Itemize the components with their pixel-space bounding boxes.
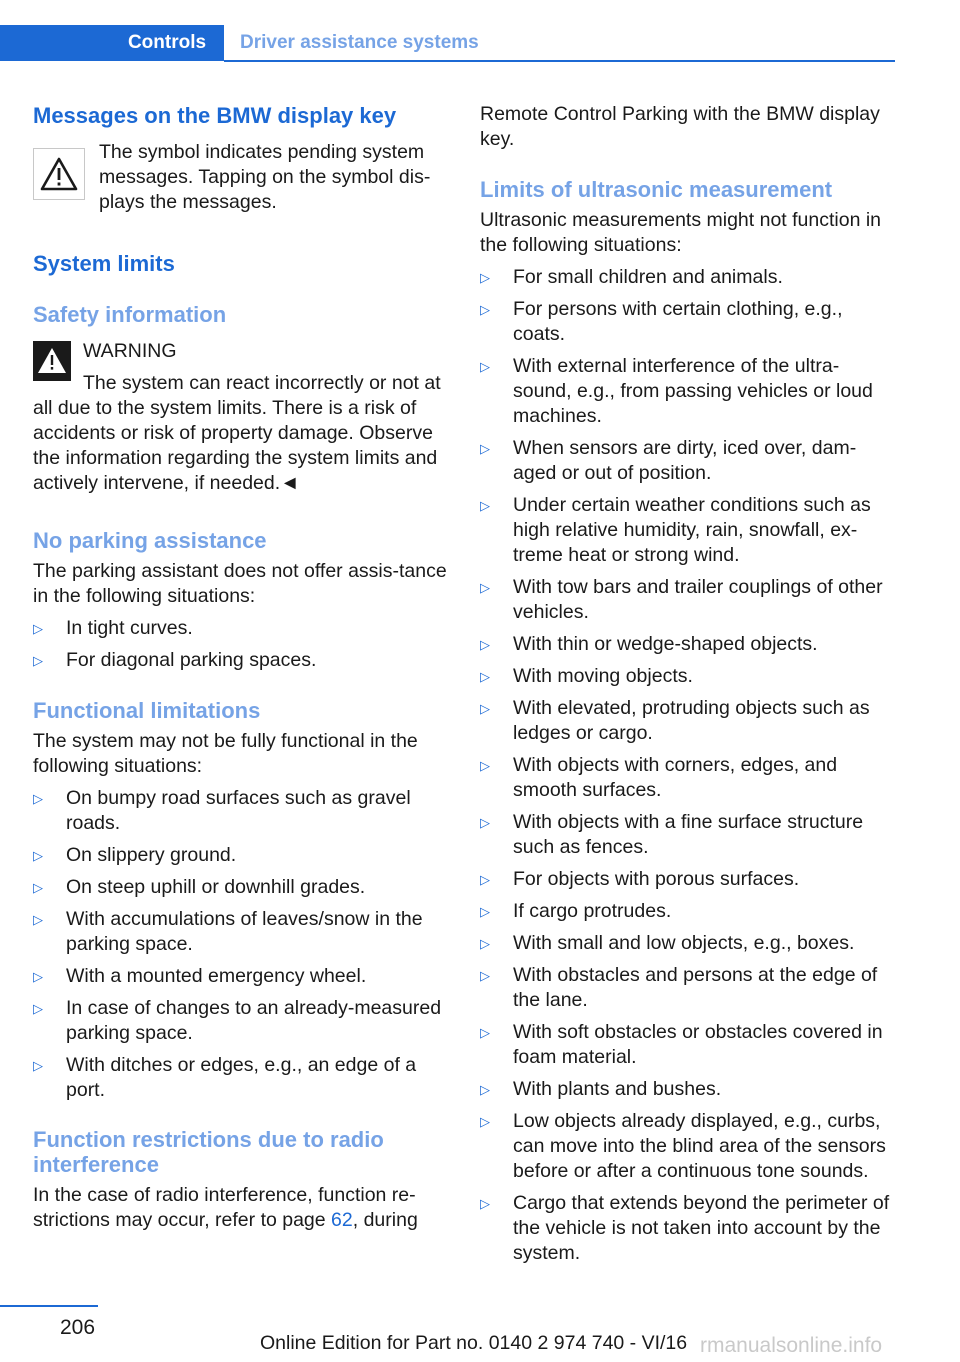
bullet-triangle-icon: ▷ [33, 1001, 43, 1016]
bullet-triangle-icon: ▷ [33, 969, 43, 984]
list-item: ▷ With objects with corners, edges, and smooth surfaces. [480, 754, 838, 801]
bullet-triangle-icon: ▷ [33, 912, 43, 927]
list-item: ▷ With external interference of the ultra‐sound, e.g., from passing vehicles or loud machines. [480, 355, 873, 427]
list-item: ▷ For objects with porous surfaces. [480, 868, 800, 890]
ultrasonic-intro: Ultrasonic measurements might not function in the following situations: [480, 209, 882, 256]
edition-line: Online Edition for Part no. 0140 2 974 740 - VI/16 [260, 1332, 688, 1354]
header-rule [224, 60, 895, 62]
list-item: ▷ For diagonal parking spaces. [33, 649, 317, 671]
bullet-triangle-icon: ▷ [480, 302, 490, 317]
messages-block [33, 142, 448, 215]
messages-text: The symbol indicates pending system messages. Tapping on the symbol dis‐plays the messages. [99, 141, 431, 213]
list-item: ▷ With soft obstacles or obstacles covered in foam material. [480, 1021, 883, 1068]
bullet-triangle-icon: ▷ [480, 1196, 490, 1211]
list-item: ▷ On slippery ground. [33, 844, 237, 866]
bullet-triangle-icon: ▷ [480, 1025, 490, 1040]
left-column [33, 102, 448, 1233]
list-item: ▷ Cargo that extends beyond the perimeter of the vehicle is not taken into account by the system. [480, 1192, 890, 1264]
bullet-triangle-icon: ▷ [480, 758, 490, 773]
list-item: ▷ With moving objects. [480, 665, 693, 687]
chapter-tab-label: Controls [127, 32, 207, 53]
bullet-triangle-icon: ▷ [480, 441, 490, 456]
bullet-triangle-icon: ▷ [480, 580, 490, 595]
heading-messages: Messages on the BMW display key [33, 103, 397, 128]
page-number: 206 [60, 1316, 96, 1339]
list-item: ▷ With tow bars and trailer couplings of other vehicles. [480, 576, 883, 623]
bullet-triangle-icon: ▷ [33, 848, 43, 863]
heading-ultrasonic-limits: Limits of ultrasonic measurement [480, 177, 833, 202]
bullet-triangle-icon: ▷ [480, 669, 490, 684]
list-item: ▷ With a mounted emergency wheel. [33, 965, 367, 987]
right-column [480, 102, 896, 1273]
continued-text: Remote Control Parking with the BMW display key. [480, 103, 880, 150]
radio-text: In the case of radio interference, function re‐strictions may occur, refer to page 62, during [33, 1184, 418, 1231]
ultrasonic-list [480, 265, 896, 1266]
bullet-triangle-icon: ▷ [480, 872, 490, 887]
list-item: ▷ On steep uphill or downhill grades. [33, 876, 366, 898]
warning-block [33, 339, 448, 496]
list-item: ▷ On bumpy road surfaces such as gravel roads. [33, 787, 411, 834]
no-parking-intro: The parking assistant does not offer assis‐tance in the following situations: [33, 560, 447, 607]
bullet-triangle-icon: ▷ [480, 637, 490, 652]
bullet-triangle-icon: ▷ [480, 904, 490, 919]
bullet-triangle-icon: ▷ [480, 815, 490, 830]
heading-radio-interference: Function restrictions due to radio interference [33, 1127, 384, 1177]
list-item: ▷ With plants and bushes. [480, 1078, 722, 1100]
bullet-triangle-icon: ▷ [480, 968, 490, 983]
list-item: ▷ With thin or wedge-shaped objects. [480, 633, 818, 655]
bullet-triangle-icon: ▷ [480, 1114, 490, 1129]
bullet-triangle-icon: ▷ [33, 653, 43, 668]
page-reference-link[interactable]: 62 [331, 1209, 353, 1231]
list-item: ▷ In case of changes to an already-measured parking space. [33, 997, 442, 1044]
bullet-triangle-icon: ▷ [480, 498, 490, 513]
bullet-triangle-icon: ▷ [480, 701, 490, 716]
list-item: ▷ With ditches or edges, e.g., an edge of a port. [33, 1054, 417, 1101]
list-item: ▷ With accumulations of leaves/snow in the parking space. [33, 908, 423, 955]
list-item: ▷ With elevated, protruding objects such as ledges or cargo. [480, 697, 870, 744]
bullet-triangle-icon: ▷ [33, 880, 43, 895]
list-item: ▷ When sensors are dirty, iced over, dam‐aged or out of position. [480, 437, 857, 484]
list-item: ▷ For persons with certain clothing, e.g., coats. [480, 298, 843, 345]
warning-text: The system can react incorrectly or not at all due to the system limits. There is a risk of accidents or risk of property damage. Observe the information regarding the system limits and actively intervene, if needed.◄ [33, 372, 441, 494]
list-item: ▷ With obstacles and persons at the edge of the lane. [480, 964, 878, 1011]
bullet-triangle-icon: ▷ [33, 791, 43, 806]
no-parking-list [33, 616, 448, 673]
list-item: ▷ Under certain weather conditions such as high relative humidity, rain, snowfall, ex‐treme heat or strong wind. [480, 494, 871, 566]
heading-functional-limitations: Functional limitations [33, 698, 261, 723]
footer-rule [0, 1305, 98, 1307]
list-item: ▷ Low objects already displayed, e.g., curbs, can move into the blind area of the sensors before or after a continuous tone sounds. [480, 1110, 886, 1182]
bullet-triangle-icon: ▷ [33, 1058, 43, 1073]
list-item: ▷ With small and low objects, e.g., boxes. [480, 932, 855, 954]
list-item: ▷ In tight curves. [33, 617, 193, 639]
list-item: ▷ With objects with a fine surface structure such as fences. [480, 811, 864, 858]
warning-triangle-outline-icon [33, 148, 85, 200]
list-item: ▷ For small children and animals. [480, 266, 783, 288]
bullet-triangle-icon: ▷ [33, 621, 43, 636]
chapter-tab [0, 25, 224, 61]
heading-safety-information: Safety information [33, 302, 227, 327]
list-item: ▷ If cargo protrudes. [480, 900, 672, 922]
bullet-triangle-icon: ▷ [480, 936, 490, 951]
functional-list [33, 786, 448, 1103]
warning-triangle-filled-icon [33, 341, 71, 381]
bullet-triangle-icon: ▷ [480, 359, 490, 374]
warning-label: WARNING [83, 340, 177, 362]
functional-intro: The system may not be fully functional in the following situations: [33, 730, 418, 777]
bullet-triangle-icon: ▷ [480, 270, 490, 285]
heading-system-limits: System limits [33, 251, 175, 276]
page-header [0, 25, 895, 62]
watermark: rmanualsonline.info [700, 1334, 883, 1357]
section-title: Driver assistance systems [240, 32, 479, 53]
heading-no-parking-assistance: No parking assistance [33, 528, 267, 553]
bullet-triangle-icon: ▷ [480, 1082, 490, 1097]
